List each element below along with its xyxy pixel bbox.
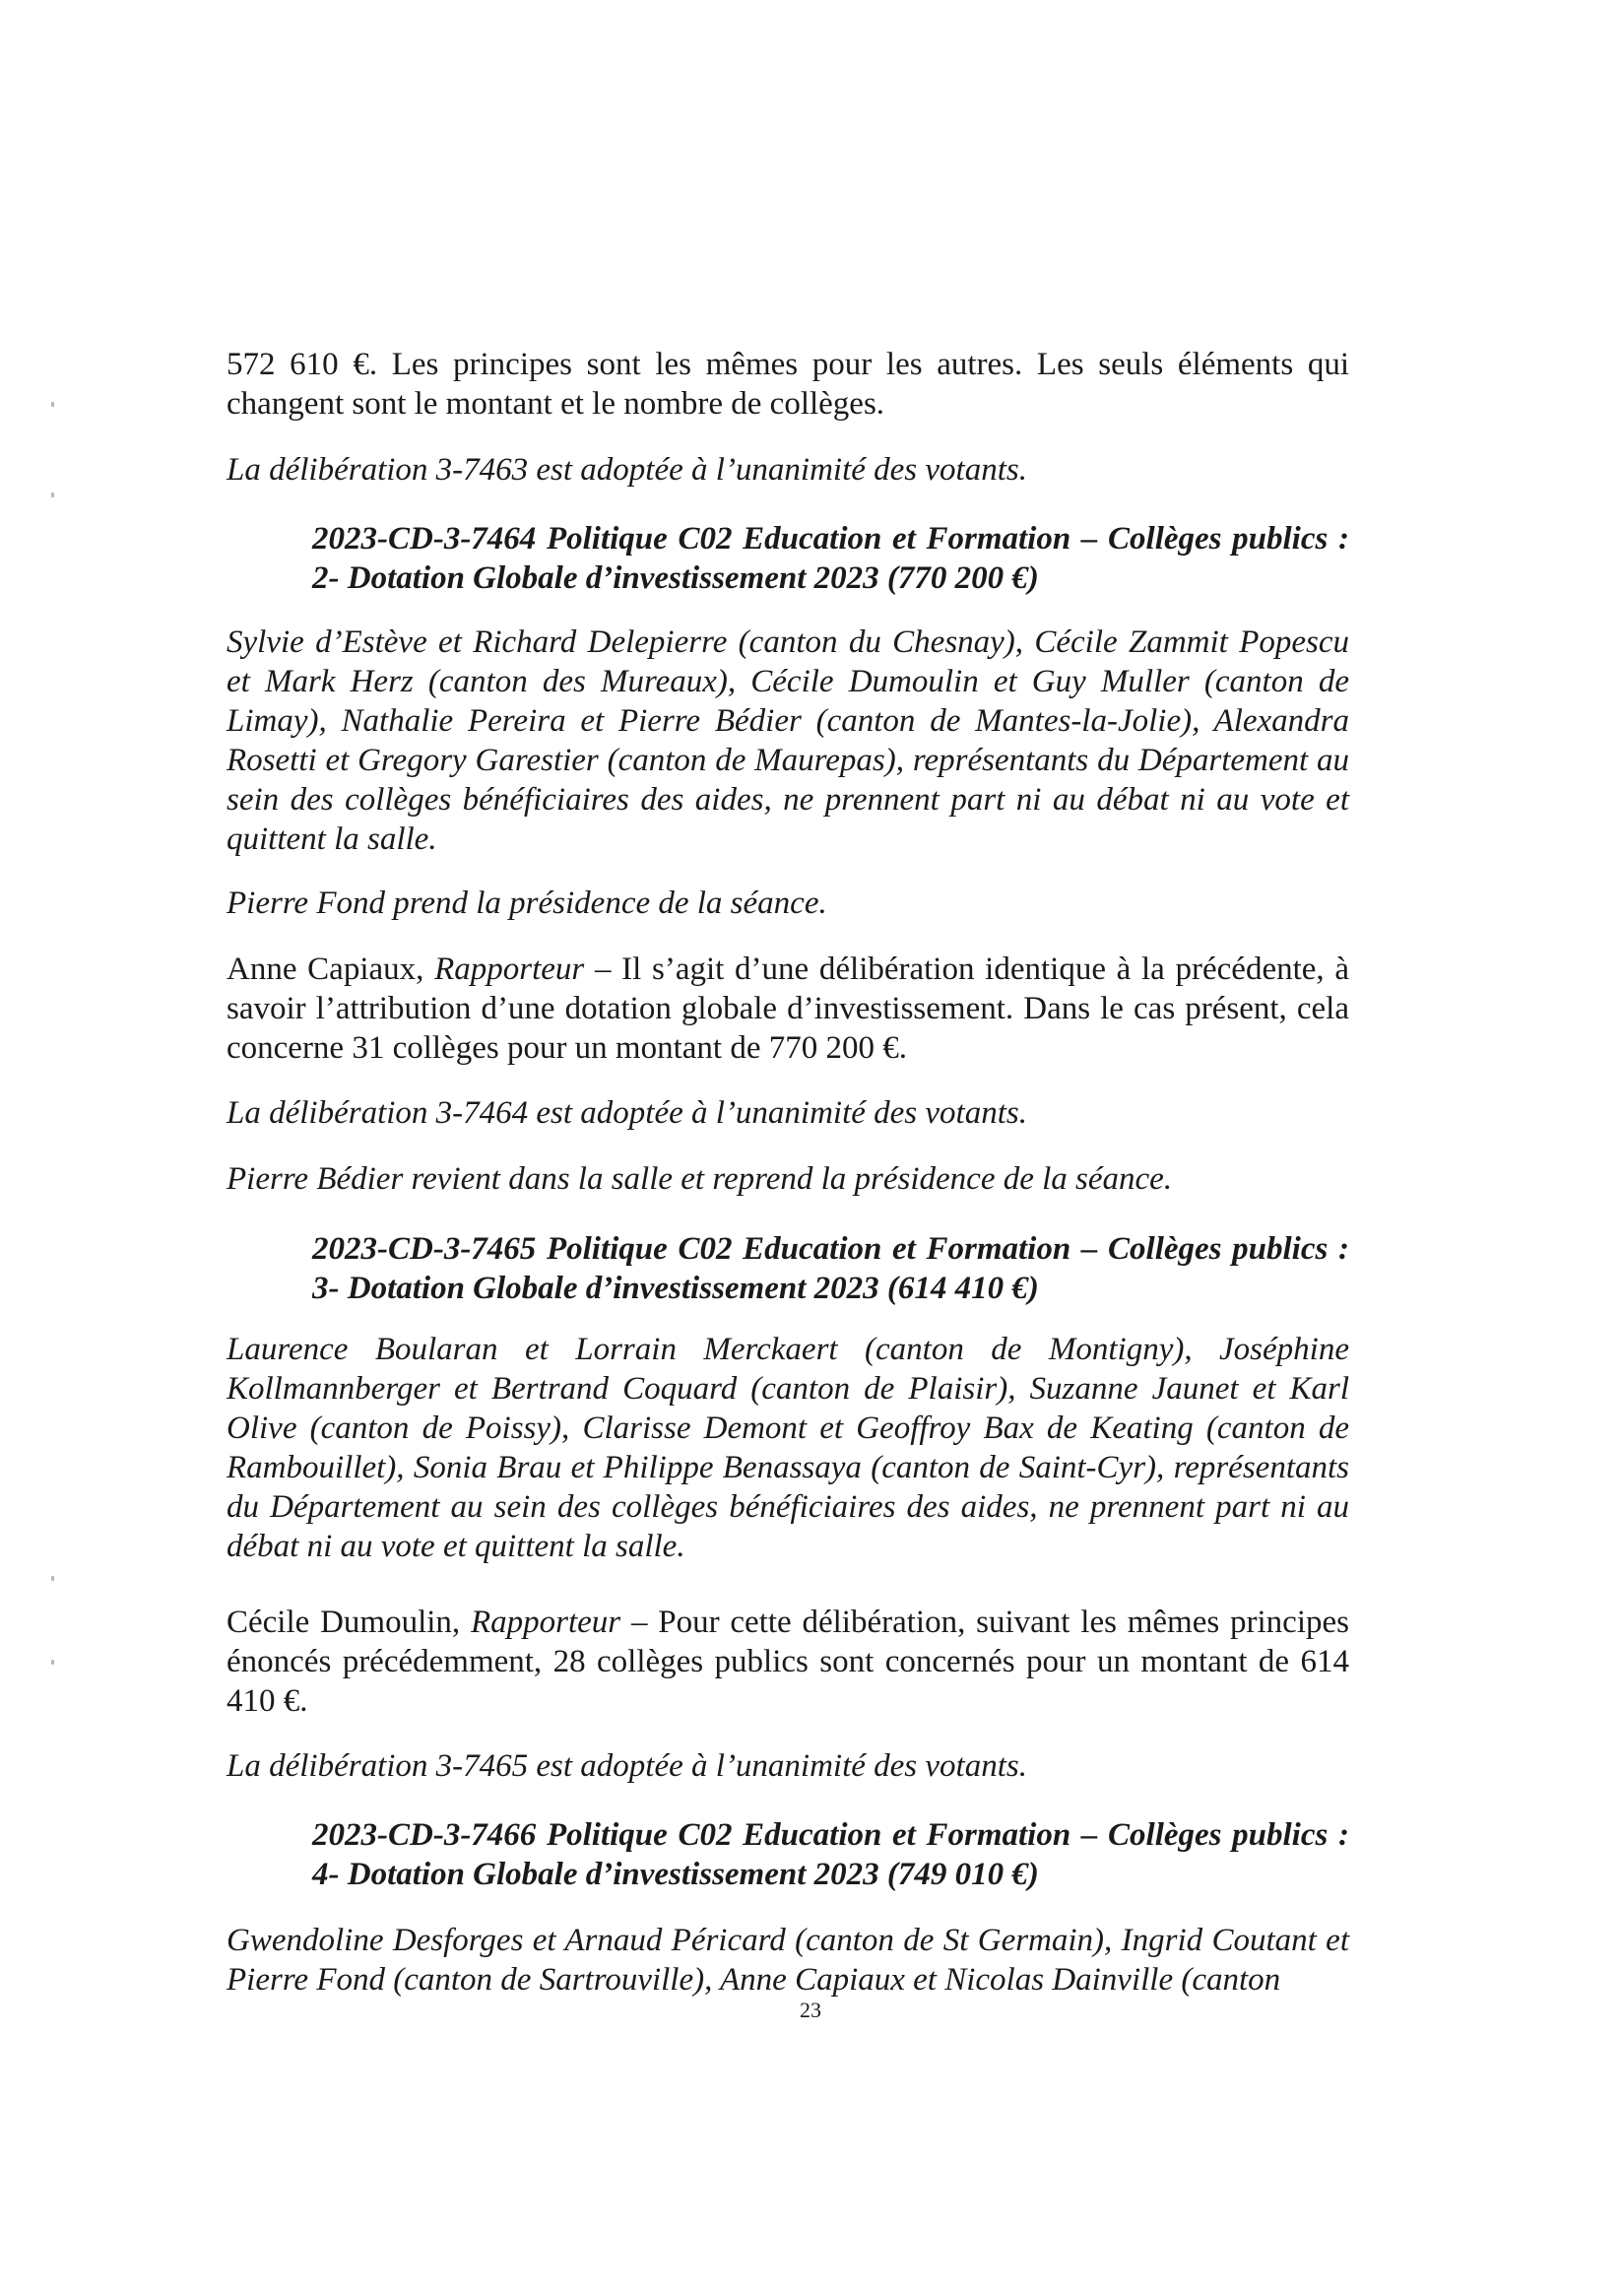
paragraph-presidence-fond: Pierre Fond prend la présidence de la séance.	[227, 886, 827, 921]
speaker-text: – Pour cette délibération, suivant les mêmes principes énoncés précédemment, 28 collèges publics sont concernés pour un montant de 614 410 €.	[227, 1605, 1349, 1719]
deliberation-heading-7465: 2023-CD-3-7465 Politique C02 Education et Formation – Collèges publics : 3- Dotation Globale d’investissement 2023 (614 410 €)	[312, 1231, 1349, 1306]
speaker-name: Anne Capiaux,	[227, 951, 435, 987]
paragraph-representatives-7465: Laurence Boularan et Lorrain Merckaert (canton de Montigny), Joséphine Kollmannberger et Bertrand Coquard (canton de Plaisir), Suzanne Jaunet et Karl Olive (canton de Poissy), Clarisse Demont et Geoffroy Bax de Keating (canton de Rambouillet), Sonia Brau et Philippe Benassaya (canton de Saint-Cyr), représentants du Département au sein des collèges bénéficiaires des aides, ne prennent part ni au débat ni au vote et quittent la salle.	[227, 1332, 1349, 1564]
speaker-role: Rapporteur	[434, 951, 585, 987]
scan-speck	[51, 492, 54, 497]
scan-speck	[51, 1660, 54, 1665]
paragraph-representatives-7466: Gwendoline Desforges et Arnaud Péricard (canton de St Germain), Ingrid Coutant et Pierre Fond (canton de Sartrouville), Anne Capiaux et Nicolas Dainville (canton	[227, 1923, 1349, 1998]
paragraph-return-bedier: Pierre Bédier revient dans la salle et reprend la présidence de la séance.	[227, 1161, 1173, 1197]
adoption-statement-7464: La délibération 3-7464 est adoptée à l’unanimité des votants.	[227, 1095, 1027, 1131]
speaker-name: Cécile Dumoulin,	[227, 1605, 471, 1640]
deliberation-heading-7466: 2023-CD-3-7466 Politique C02 Education et Formation – Collèges publics : 4- Dotation Globale d’investissement 2023 (749 010 €)	[312, 1817, 1349, 1892]
paragraph-amount-intro: 572 610 €. Les principes sont les mêmes pour les autres. Les seuls éléments qui changent sont le montant et le nombre de collèges.	[227, 347, 1349, 422]
deliberation-heading-7464: 2023-CD-3-7464 Politique C02 Education et Formation – Collèges publics : 2- Dotation Globale d’investissement 2023 (770 200 €)	[312, 521, 1349, 596]
speaker-role: Rapporteur	[470, 1605, 621, 1640]
speaker-text: – Il s’agit d’une délibération identique à la précédente, à savoir l’attribution d’une dotation globale d’investissement. Dans le cas présent, cela concerne 31 collèges pour un montant de 770 200 €.	[227, 951, 1350, 1066]
adoption-statement-7465: La délibération 3-7465 est adoptée à l’unanimité des votants.	[227, 1748, 1027, 1784]
scan-speck	[51, 402, 54, 407]
adoption-statement-7463: La délibération 3-7463 est adoptée à l’unanimité des votants.	[227, 452, 1027, 488]
paragraph-representatives-7464: Sylvie d’Estève et Richard Delepierre (canton du Chesnay), Cécile Zammit Popescu et Mark Herz (canton des Mureaux), Cécile Dumoulin et Guy Muller (canton de Limay), Nathalie Pereira et Pierre Bédier (canton de Mantes-la-Jolie), Alexandra Rosetti et Gregory Garestier (canton de Maurepas), représentants du Département au sein des collèges bénéficiaires des aides, ne prennent part ni au débat ni au vote et quittent la salle.	[227, 624, 1349, 857]
page-number: 23	[800, 1998, 821, 2022]
scan-speck	[51, 1576, 54, 1581]
paragraph-rapporteur-capiaux	[227, 950, 1349, 1068]
paragraph-rapporteur-dumoulin	[227, 1603, 1349, 1721]
